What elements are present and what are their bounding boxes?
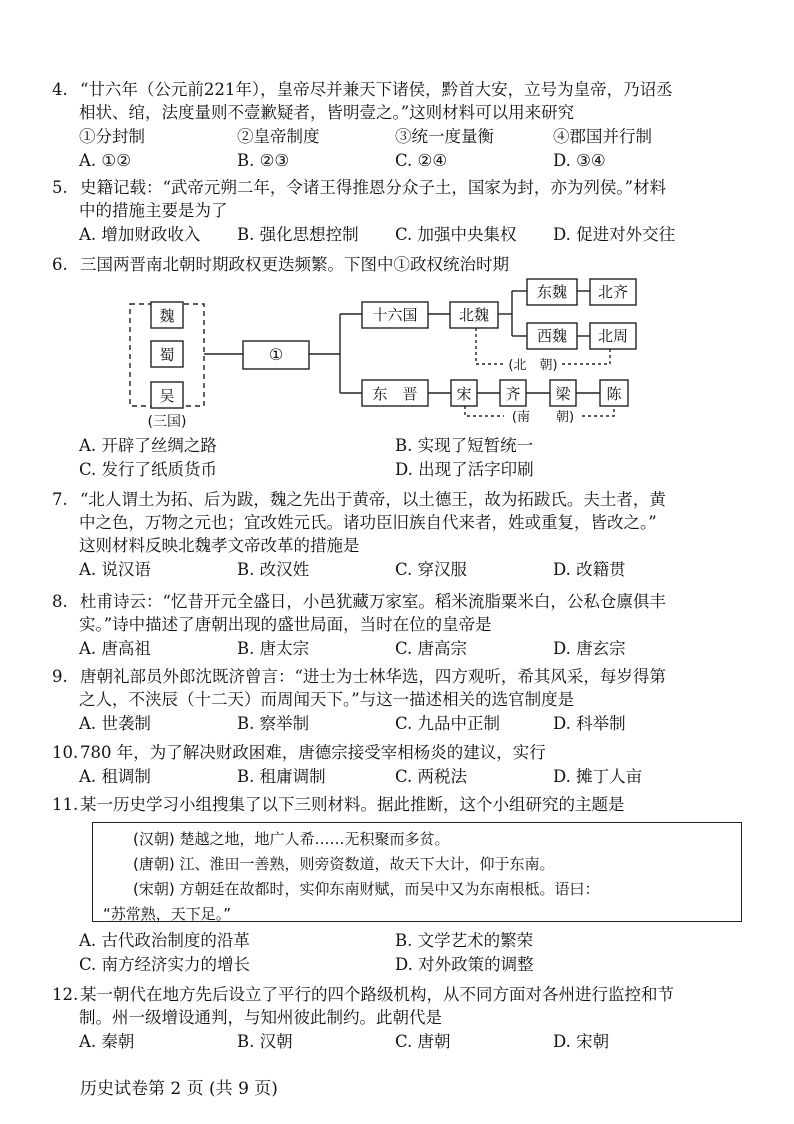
item: ①分封制	[79, 127, 145, 146]
option-c[interactable]: C. 加强中央集权	[395, 225, 517, 244]
option-list	[79, 765, 742, 788]
item: ③统一度量衡	[395, 127, 494, 146]
question-stem: 实。”诗中描述了唐朝出现的盛世局面，当时在位的皇帝是	[79, 615, 492, 634]
option-c[interactable]: C. 唐朝	[395, 1032, 451, 1051]
option-c[interactable]: C. 两税法	[395, 767, 468, 786]
question-number: 6.	[52, 255, 68, 274]
question-number: 4.	[52, 80, 68, 99]
question-number: 8.	[52, 592, 68, 611]
question-stem: 唐朝礼部员外郎沈既济曾言：“进士为士林华选，四方观听，希其风采，每岁得第	[80, 667, 666, 686]
option-a[interactable]: A. 世袭制	[79, 714, 151, 733]
label-sanguo: (三国)	[147, 414, 187, 430]
label-qi: 齐	[505, 385, 521, 403]
question-9	[52, 665, 742, 735]
option-list	[79, 929, 742, 952]
item: ②皇帝制度	[237, 127, 320, 146]
question-stem: 相状、绾，法度量则不壹歉疑者，皆明壹之。”这则材料可以用来研究	[79, 103, 575, 122]
option-list	[79, 1030, 742, 1053]
label-beiwei: 北魏	[458, 306, 490, 324]
dynasty-diagram	[0, 0, 794, 440]
option-b[interactable]: B. 强化思想控制	[237, 225, 359, 244]
option-a[interactable]: A. 秦朝	[79, 1032, 135, 1051]
option-b[interactable]: B. 唐太宗	[237, 639, 310, 658]
question-number: 5.	[52, 178, 68, 197]
question-stem: 三国两晋南北朝时期政权更迭频繁。下图中①政权统治时期	[80, 255, 509, 274]
option-c[interactable]: C. 穿汉服	[395, 560, 468, 579]
label-xiwei: 西魏	[536, 327, 568, 345]
question-stem: 某一朝代在地方先后设立了平行的四个路级机构，从不同方面对各州进行监控和节	[80, 985, 674, 1004]
option-b[interactable]: B. ②③	[237, 151, 290, 170]
material-tang: (唐朝) 江、淮田一善熟，则旁资数道，故天下大计，仰于东南。	[133, 855, 555, 873]
label-liang: 梁	[555, 385, 571, 403]
label-dongjin: 东 晋	[372, 385, 418, 403]
label-beizhou: 北周	[597, 327, 629, 345]
question-stem: 中之色，万物之元也；宜改姓元氏。诸功臣旧族自代来者，姓或重复，皆改之。”	[79, 513, 657, 532]
option-list	[79, 434, 742, 457]
label-song: 宋	[456, 385, 472, 403]
option-d[interactable]: D. 出现了活字印刷	[395, 460, 534, 479]
option-c[interactable]: C. 唐高宗	[395, 639, 468, 658]
option-a[interactable]: A. 唐高祖	[79, 639, 151, 658]
option-a[interactable]: A. 古代政治制度的沿革	[79, 931, 250, 950]
question-stem: 这则材料反映北魏孝文帝改革的措施是	[79, 536, 360, 555]
label-beiqi: 北齐	[597, 283, 629, 301]
page-footer: 历史试卷第 2 页 (共 9 页)	[80, 1079, 278, 1099]
question-number: 10.	[52, 743, 79, 762]
question-stem: 780 年，为了解决财政困难，唐德宗接受宰相杨炎的建议，实行	[80, 743, 546, 762]
material-song-cont: “苏常熟，天下足。”	[103, 905, 232, 923]
option-d[interactable]: D. 科举制	[553, 714, 626, 733]
option-d[interactable]: D. ③④	[553, 151, 606, 170]
label-dongwei: 东魏	[536, 283, 568, 301]
option-b[interactable]: B. 汉朝	[237, 1032, 293, 1051]
option-a[interactable]: A. ①②	[79, 151, 131, 170]
question-10	[52, 741, 742, 788]
option-c[interactable]: C. 南方经济实力的增长	[79, 955, 251, 974]
option-c[interactable]: C. 九品中正制	[395, 714, 501, 733]
question-11	[52, 793, 742, 816]
option-a[interactable]: A. 增加财政收入	[79, 225, 201, 244]
option-d[interactable]: D. 摊丁人亩	[553, 767, 643, 786]
option-c[interactable]: C. ②④	[395, 151, 448, 170]
option-d[interactable]: D. 唐玄宗	[553, 639, 626, 658]
option-a[interactable]: A. 租调制	[79, 767, 151, 786]
question-number: 7.	[52, 490, 68, 509]
question-stem: 杜甫诗云：“忆昔开元全盛日，小邑犹藏万家室。稻米流脂粟米白，公私仓廪俱丰	[80, 592, 666, 611]
question-stem: 制。州一级增设通判，与知州彼此制约。此朝代是	[79, 1008, 442, 1027]
question-6-options	[52, 433, 742, 481]
question-8	[52, 590, 742, 660]
option-list	[79, 953, 742, 976]
question-stem: 某一历史学习小组搜集了以下三则材料。据此推断，这个小组研究的主题是	[80, 795, 625, 814]
label-wu: 吴	[159, 387, 175, 405]
option-list	[79, 458, 742, 481]
option-a[interactable]: A. 说汉语	[79, 560, 151, 579]
question-number: 11.	[52, 795, 79, 814]
question-12	[52, 983, 742, 1053]
label-shiliuguo: 十六国	[372, 306, 418, 324]
question-stem: 史籍记载：“武帝元朔二年，令诸王得推恩分众子土，国家为封，亦为列侯。”材料	[80, 178, 667, 197]
label-beichao: (北 朝)	[508, 358, 558, 373]
question-stem: “廿六年（公元前221年），皇帝尽并兼天下诸侯，黔首大安，立号为皇帝，乃诏丞	[80, 80, 673, 99]
question-11-options	[52, 928, 742, 976]
question-number: 12.	[52, 985, 79, 1004]
option-d[interactable]: D. 对外政策的调整	[395, 955, 534, 974]
question-stem: 中的措施主要是为了	[79, 201, 228, 220]
option-list	[79, 712, 742, 735]
question-number: 9.	[52, 667, 68, 686]
option-list	[79, 558, 742, 581]
label-shu: 蜀	[159, 346, 175, 364]
material-song: (宋朝) 方朝廷在故都时，实仰东南财赋，而吴中又为东南根柢。语曰：	[133, 880, 600, 898]
option-b[interactable]: B. 文学艺术的繁荣	[395, 931, 534, 950]
question-stem: 之人，不浃辰（十二天）而周闻天下。”与这一描述相关的选官制度是	[79, 690, 575, 709]
option-a[interactable]: A. 开辟了丝绸之路	[79, 436, 217, 455]
label-nanchao: (南 朝)	[511, 410, 575, 425]
option-b[interactable]: B. 租庸调制	[237, 767, 326, 786]
material-box	[92, 822, 742, 922]
option-b[interactable]: B. 察举制	[237, 714, 310, 733]
material-han: (汉朝) 楚越之地，地广人希……无积聚而多贫。	[133, 830, 450, 848]
option-c[interactable]: C. 发行了纸质货币	[79, 460, 218, 479]
option-b[interactable]: B. 改汉姓	[237, 560, 310, 579]
label-center: ①	[268, 345, 284, 364]
option-list	[79, 637, 742, 660]
question-stem: “北人谓土为拓、后为跋，魏之先出于黄帝，以土德王，故为拓跋氏。夫土者，黄	[80, 490, 666, 509]
label-chen: 陈	[606, 385, 622, 403]
item: ④郡国并行制	[553, 127, 652, 146]
option-b[interactable]: B. 实现了短暂统一	[395, 436, 534, 455]
option-d[interactable]: D. 改籍贯	[553, 560, 626, 579]
option-d[interactable]: D. 促进对外交往	[553, 225, 676, 244]
label-wei: 魏	[159, 307, 175, 325]
question-7	[52, 488, 742, 581]
option-d[interactable]: D. 宋朝	[553, 1032, 610, 1051]
